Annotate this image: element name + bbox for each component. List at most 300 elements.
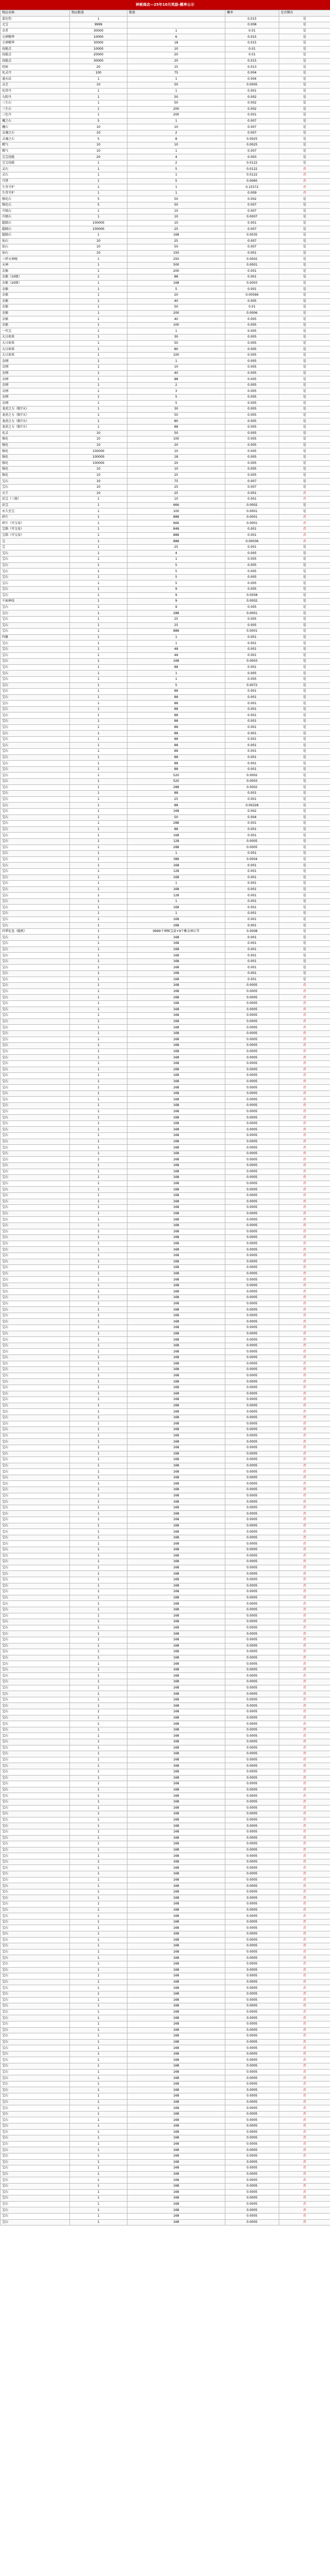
table-row xyxy=(1,1691,330,1697)
table-row xyxy=(1,1763,330,1769)
cell-item-name: 宝石 xyxy=(1,1697,70,1703)
table-row xyxy=(1,1097,330,1103)
cell-probability: 0.00566 xyxy=(225,292,279,298)
cell-item-name: 宝石 xyxy=(1,2099,70,2105)
cell-quantity: 168 xyxy=(127,1907,225,1913)
cell-item-count: 1 xyxy=(70,1313,127,1319)
cell-probability: 0.015 xyxy=(225,34,279,40)
cell-is-rare: 否 xyxy=(279,1565,330,1571)
cell-probability: 0.0003 xyxy=(225,779,279,785)
table-row xyxy=(1,1481,330,1487)
cell-is-rare: 否 xyxy=(279,2153,330,2159)
table-row xyxy=(1,814,330,821)
cell-quantity: 1 xyxy=(127,190,225,196)
cell-quantity: 168 xyxy=(127,983,225,989)
cell-item-name: 九转丹 xyxy=(1,94,70,100)
cell-quantity: 168 xyxy=(127,1751,225,1757)
cell-item-count: 10 xyxy=(70,490,127,497)
table-row xyxy=(1,965,330,971)
table-row xyxy=(1,893,330,899)
table-row xyxy=(1,286,330,293)
cell-is-rare: 是 xyxy=(279,977,330,983)
cell-item-name: 天神 xyxy=(1,262,70,268)
cell-item-name: 宝石 xyxy=(1,1595,70,1601)
cell-item-name: 化灵 xyxy=(1,430,70,436)
cell-is-rare: 是 xyxy=(279,868,330,875)
cell-item-name: 宝石 xyxy=(1,1049,70,1055)
cell-probability: 0.001 xyxy=(225,694,279,701)
cell-item-count: 1 xyxy=(70,2081,127,2087)
cell-item-name: 灵魂之石 xyxy=(1,136,70,142)
table-row xyxy=(1,1517,330,1523)
cell-item-name: 金猴 xyxy=(1,322,70,328)
cell-item-name: 金猴 xyxy=(1,304,70,311)
cell-probability: 0.0005 xyxy=(225,2189,279,2195)
cell-item-name: 宝石 xyxy=(1,689,70,695)
table-row xyxy=(1,1793,330,1799)
cell-item-count: 1 xyxy=(70,1025,127,1031)
cell-item-name: 宝石 xyxy=(1,1289,70,1295)
cell-probability: 0.0005 xyxy=(225,1511,279,1517)
cell-quantity: 10 xyxy=(127,448,225,455)
cell-quantity: 6 xyxy=(127,34,225,40)
cell-quantity: 168 xyxy=(127,2183,225,2189)
table-row xyxy=(1,1241,330,1247)
cell-item-count: 100000 xyxy=(70,226,127,232)
cell-probability: 0.005 xyxy=(225,580,279,587)
cell-is-rare: 否 xyxy=(279,1349,330,1355)
cell-item-name: 宝石 xyxy=(1,1529,70,1535)
cell-probability: 0.0005 xyxy=(225,1090,279,1097)
cell-item-count: 1 xyxy=(70,928,127,935)
table-row xyxy=(1,1985,330,1991)
cell-is-rare: 是 xyxy=(279,280,330,286)
cell-is-rare: 否 xyxy=(279,2045,330,2051)
cell-probability: 0.001 xyxy=(225,761,279,767)
cell-quantity: 88 xyxy=(127,749,225,755)
cell-quantity: 168 xyxy=(127,1451,225,1457)
cell-item-name: 宝石 xyxy=(1,1853,70,1859)
cell-probability: 0.0005 xyxy=(225,1877,279,1883)
cell-probability: 0.002 xyxy=(225,106,279,112)
cell-item-count: 1 xyxy=(70,1421,127,1427)
table-row xyxy=(1,64,330,70)
cell-is-rare: 否 xyxy=(279,2015,330,2021)
cell-quantity: 168 xyxy=(127,2147,225,2153)
cell-is-rare: 否 xyxy=(279,1739,330,1745)
cell-quantity: 168 xyxy=(127,1030,225,1037)
cell-item-count: 1 xyxy=(70,1877,127,1883)
table-row xyxy=(1,232,330,238)
cell-is-rare: 是 xyxy=(279,460,330,467)
cell-is-rare: 否 xyxy=(279,1493,330,1499)
cell-item-name: 宝石 xyxy=(1,911,70,917)
cell-quantity: 168 xyxy=(127,1625,225,1631)
cell-item-count: 1 xyxy=(70,214,127,221)
cell-is-rare: 否 xyxy=(279,1409,330,1415)
cell-quantity: 168 xyxy=(127,1415,225,1421)
cell-quantity: 168 xyxy=(127,1691,225,1697)
cell-is-rare: 否 xyxy=(279,1025,330,1031)
cell-is-rare: 否 xyxy=(279,1787,330,1793)
cell-probability: 0.001 xyxy=(225,724,279,731)
cell-probability: 0.005 xyxy=(225,442,279,448)
table-row xyxy=(1,1661,330,1667)
table-row xyxy=(1,1847,330,1853)
cell-quantity: 88 xyxy=(127,766,225,773)
cell-probability: 0.005 xyxy=(225,671,279,677)
cell-item-name: 宝石 xyxy=(1,1703,70,1709)
cell-probability: 0.0005 xyxy=(225,2105,279,2112)
table-row xyxy=(1,1157,330,1163)
table-row xyxy=(1,1709,330,1715)
cell-probability: 0.0005 xyxy=(225,1145,279,1151)
cell-quantity: 168 xyxy=(127,1211,225,1217)
cell-quantity: 5 xyxy=(127,395,225,401)
cell-probability: 0.0005 xyxy=(225,1379,279,1385)
cell-is-rare: 是 xyxy=(279,292,330,298)
cell-probability: 0.007 xyxy=(225,130,279,136)
cell-is-rare: 是 xyxy=(279,958,330,965)
cell-item-name: 强化 xyxy=(1,448,70,455)
cell-is-rare: 是 xyxy=(279,587,330,593)
cell-is-rare: 是 xyxy=(279,268,330,274)
cell-item-name: 宝石 xyxy=(1,1793,70,1799)
cell-item-count: 1 xyxy=(70,706,127,712)
cell-item-count: 1 xyxy=(70,1673,127,1679)
cell-item-count: 1 xyxy=(70,1030,127,1037)
cell-quantity: 168 xyxy=(127,1823,225,1829)
cell-item-name: 宝石 xyxy=(1,1349,70,1355)
cell-is-rare: 是 xyxy=(279,100,330,106)
table-row xyxy=(1,1199,330,1205)
cell-is-rare: 否 xyxy=(279,1487,330,1493)
cell-item-name: 宝石 xyxy=(1,749,70,755)
cell-item-name: 宝石 xyxy=(1,569,70,575)
cell-item-name: 宝石 xyxy=(1,1241,70,1247)
cell-item-count: 1 xyxy=(70,1192,127,1199)
cell-is-rare: 是 xyxy=(279,58,330,64)
cell-is-rare: 否 xyxy=(279,1355,330,1361)
cell-item-name: 宝石 xyxy=(1,2183,70,2189)
cell-item-name: 宝石 xyxy=(1,731,70,737)
cell-item-count: 1 xyxy=(70,268,127,274)
cell-quantity: 80 xyxy=(127,346,225,353)
cell-item-count: 1 xyxy=(70,1018,127,1025)
cell-is-rare: 是 xyxy=(279,731,330,737)
cell-quantity: 168 xyxy=(127,1229,225,1235)
cell-quantity: 168 xyxy=(127,1475,225,1481)
cell-probability: 0.005 xyxy=(225,382,279,388)
cell-item-count: 1 xyxy=(70,1679,127,1685)
cell-quantity: 40 xyxy=(127,298,225,304)
cell-item-count: 1 xyxy=(70,400,127,406)
cell-item-name: 宝石 xyxy=(1,1103,70,1109)
cell-item-name: 宝石 xyxy=(1,550,70,557)
cell-quantity: 168 xyxy=(127,1397,225,1403)
cell-item-name: 宝石 xyxy=(1,1037,70,1043)
cell-quantity: 168 xyxy=(127,958,225,965)
cell-item-name: 宝石 xyxy=(1,983,70,989)
cell-is-rare: 否 xyxy=(279,1457,330,1463)
table-row xyxy=(1,1445,330,1451)
cell-is-rare: 是 xyxy=(279,569,330,575)
cell-probability: 0.0005 xyxy=(225,2219,279,2225)
cell-is-rare: 否 xyxy=(279,2183,330,2189)
cell-quantity: 88 xyxy=(127,274,225,281)
cell-quantity: 200 xyxy=(127,106,225,112)
cell-is-rare: 是 xyxy=(279,406,330,413)
cell-quantity: 3 xyxy=(127,388,225,395)
cell-is-rare: 否 xyxy=(279,1120,330,1127)
cell-probability: 0.0005 xyxy=(225,2177,279,2184)
table-row xyxy=(1,292,330,298)
cell-quantity: 88 xyxy=(127,706,225,712)
cell-item-name: 宝石 xyxy=(1,766,70,773)
cell-item-name: 金猴 xyxy=(1,316,70,323)
cell-probability: 0.0005 xyxy=(225,1283,279,1289)
cell-item-name: 宝箱（可交易） xyxy=(1,532,70,539)
cell-probability: 0.0005 xyxy=(225,1103,279,1109)
cell-quantity: 15 xyxy=(127,64,225,70)
table-row xyxy=(1,1018,330,1025)
cell-is-rare: 是 xyxy=(279,851,330,857)
cell-item-name: 宝石 xyxy=(1,2087,70,2093)
cell-item-name: 金币 xyxy=(1,28,70,34)
table-row xyxy=(1,1775,330,1781)
cell-item-name: 宝石 xyxy=(1,1451,70,1457)
table-row xyxy=(1,856,330,863)
table-row xyxy=(1,88,330,94)
cell-quantity xyxy=(127,22,225,28)
cell-item-name: 金刚 xyxy=(1,365,70,371)
cell-item-count: 1 xyxy=(70,1535,127,1541)
cell-item-name: 宝石 xyxy=(1,1090,70,1097)
cell-item-count: 1 xyxy=(70,574,127,580)
cell-item-count: 1 xyxy=(70,340,127,346)
cell-quantity: 168 xyxy=(127,1277,225,1283)
table-row xyxy=(1,1451,330,1457)
cell-item-count: 1 xyxy=(70,1271,127,1277)
cell-probability: 0.0005 xyxy=(225,2111,279,2117)
cell-quantity: 168 xyxy=(127,1805,225,1811)
cell-item-count: 1 xyxy=(70,1499,127,1505)
cell-probability: 0.15572 xyxy=(225,184,279,191)
cell-item-count: 1 xyxy=(70,2093,127,2100)
cell-item-count: 1 xyxy=(70,1007,127,1013)
table-row xyxy=(1,898,330,905)
cell-item-count: 1 xyxy=(70,520,127,527)
cell-item-count: 1 xyxy=(70,358,127,365)
cell-probability: 0.0005 xyxy=(225,1949,279,1955)
cell-quantity: 168 xyxy=(127,1763,225,1769)
table-row xyxy=(1,52,330,59)
cell-quantity: 168 xyxy=(127,2201,225,2207)
cell-probability: 0.0005 xyxy=(225,1913,279,1919)
cell-is-rare: 否 xyxy=(279,2171,330,2177)
table-row xyxy=(1,1925,330,1931)
cell-is-rare: 是 xyxy=(279,833,330,839)
table-row xyxy=(1,916,330,923)
cell-probability: 0.005 xyxy=(225,316,279,323)
cell-is-rare: 是 xyxy=(279,712,330,719)
cell-item-name: 宝石 xyxy=(1,779,70,785)
table-row xyxy=(1,1373,330,1379)
table-row xyxy=(1,1235,330,1241)
cell-is-rare: 否 xyxy=(279,1175,330,1181)
cell-quantity: 168 xyxy=(127,2069,225,2075)
cell-probability: 0.0005 xyxy=(225,1073,279,1079)
table-row xyxy=(1,1553,330,1559)
table-row xyxy=(1,826,330,833)
table-row xyxy=(1,1139,330,1145)
cell-probability: 0.0122 xyxy=(225,166,279,172)
table-row xyxy=(1,467,330,473)
cell-is-rare: 否 xyxy=(279,1055,330,1061)
cell-item-count: 1 xyxy=(70,1937,127,1943)
cell-is-rare: 是 xyxy=(279,238,330,244)
cell-probability: 0.005 xyxy=(225,622,279,629)
table-row xyxy=(1,1169,330,1175)
cell-probability: 0.005 xyxy=(225,352,279,358)
cell-item-count: 1 xyxy=(70,1787,127,1793)
cell-item-count: 1 xyxy=(70,2159,127,2165)
cell-is-rare: 否 xyxy=(279,166,330,172)
cell-is-rare: 否 xyxy=(279,1871,330,1878)
cell-is-rare: 否 xyxy=(279,1073,330,1079)
cell-quantity: 168 xyxy=(127,2039,225,2045)
cell-item-name: 宝石 xyxy=(1,2063,70,2070)
cell-item-count: 1 xyxy=(70,539,127,545)
cell-probability: 0.009 xyxy=(225,190,279,196)
table-row xyxy=(1,988,330,995)
cell-is-rare: 是 xyxy=(279,484,330,490)
cell-probability: 0.0005 xyxy=(225,1541,279,1547)
cell-item-count: 1 xyxy=(70,1523,127,1529)
cell-item-name: 宝石 xyxy=(1,1361,70,1367)
cell-item-name: 宝石 xyxy=(1,1319,70,1325)
cell-item-name: 宝石 xyxy=(1,1025,70,1031)
cell-quantity: 168 xyxy=(127,1529,225,1535)
cell-quantity: 50 xyxy=(127,430,225,436)
cell-quantity: 168 xyxy=(127,1145,225,1151)
cell-item-name: 宝石 xyxy=(1,1253,70,1259)
cell-is-rare: 否 xyxy=(279,1085,330,1091)
cell-is-rare: 否 xyxy=(279,1961,330,1967)
cell-quantity: 128 xyxy=(127,893,225,899)
table-row xyxy=(1,652,330,659)
cell-probability: 0.0005 xyxy=(225,1361,279,1367)
cell-probability: 0.0005 xyxy=(225,1060,279,1067)
cell-probability: 0.0005 xyxy=(225,1685,279,1691)
table-row xyxy=(1,400,330,406)
table-row xyxy=(1,1721,330,1727)
cell-quantity: 150 xyxy=(127,250,225,256)
cell-item-count: 1 xyxy=(70,1079,127,1085)
cell-item-name: 宝石 xyxy=(1,1925,70,1931)
cell-item-name: 宝石 xyxy=(1,701,70,707)
cell-item-name: 宝石 xyxy=(1,916,70,923)
cell-is-rare: 是 xyxy=(279,749,330,755)
cell-item-count: 1 xyxy=(70,376,127,383)
cell-item-name: 宝石 xyxy=(1,1799,70,1805)
cell-quantity: 168 xyxy=(127,1715,225,1721)
cell-quantity: 168 xyxy=(127,1901,225,1908)
cell-quantity: 168 xyxy=(127,2027,225,2033)
table-row xyxy=(1,731,330,737)
cell-is-rare: 否 xyxy=(279,1373,330,1379)
cell-item-name: 宝石 xyxy=(1,1133,70,1139)
table-row xyxy=(1,995,330,1001)
cell-is-rare: 否 xyxy=(279,1607,330,1613)
cell-quantity: 168 xyxy=(127,1565,225,1571)
cell-probability: 0.002 xyxy=(225,100,279,106)
table-row xyxy=(1,1043,330,1049)
cell-probability: 0.005 xyxy=(225,604,279,610)
cell-item-name: 宝石 xyxy=(1,2207,70,2214)
cell-is-rare: 否 xyxy=(279,1595,330,1601)
cell-probability: 0.0004 xyxy=(225,856,279,863)
cell-probability: 0.0005 xyxy=(225,2147,279,2153)
table-row xyxy=(1,28,330,34)
cell-item-name: 宝石 xyxy=(1,1415,70,1421)
cell-item-count: 1 xyxy=(70,2171,127,2177)
table-row xyxy=(1,1961,330,1967)
cell-probability: 0.001 xyxy=(225,743,279,749)
table-row xyxy=(1,1307,330,1313)
cell-item-count: 1 xyxy=(70,1505,127,1511)
cell-item-name: 宝石 xyxy=(1,2021,70,2027)
table-row xyxy=(1,316,330,323)
cell-quantity: 168 xyxy=(127,1961,225,1967)
cell-item-name: 宝石 xyxy=(1,646,70,652)
cell-item-count: 1 xyxy=(70,1205,127,1211)
cell-item-name: 宝石 xyxy=(1,988,70,995)
cell-quantity: 168 xyxy=(127,1139,225,1145)
cell-quantity: 168 xyxy=(127,1097,225,1103)
table-row xyxy=(1,1487,330,1493)
cell-probability: 0.001 xyxy=(225,250,279,256)
cell-probability: 0.0005 xyxy=(225,2183,279,2189)
table-row xyxy=(1,256,330,263)
cell-item-count: 10 xyxy=(70,436,127,443)
cell-item-name: 宝石 xyxy=(1,1727,70,1733)
cell-item-name: 宝石 xyxy=(1,1691,70,1697)
cell-item-name: 宝石 xyxy=(1,1331,70,1337)
cell-quantity: 5 xyxy=(127,574,225,580)
cell-item-name: 宝石 xyxy=(1,1277,70,1283)
cell-probability: 0.0005 xyxy=(225,1847,279,1853)
cell-item-count: 1 xyxy=(70,682,127,689)
cell-quantity: 168 xyxy=(127,2063,225,2070)
cell-item-name: 宝 xyxy=(1,544,70,550)
cell-is-rare: 否 xyxy=(279,1535,330,1541)
cell-probability: 0.003 xyxy=(225,154,279,161)
cell-is-rare: 否 xyxy=(279,1205,330,1211)
cell-is-rare: 是 xyxy=(279,652,330,659)
cell-probability: 0.0001 xyxy=(225,508,279,515)
cell-item-count: 1 xyxy=(70,2027,127,2033)
table-row xyxy=(1,1277,330,1283)
cell-item-name: 宝石 xyxy=(1,953,70,959)
table-row xyxy=(1,983,330,989)
cell-probability: 0.0005 xyxy=(225,1301,279,1307)
table-row xyxy=(1,2207,330,2214)
cell-quantity: 168 xyxy=(127,1673,225,1679)
cell-item-count: 10 xyxy=(70,478,127,485)
cell-probability: 0.0005 xyxy=(225,1691,279,1697)
cell-quantity: 20 xyxy=(127,52,225,59)
